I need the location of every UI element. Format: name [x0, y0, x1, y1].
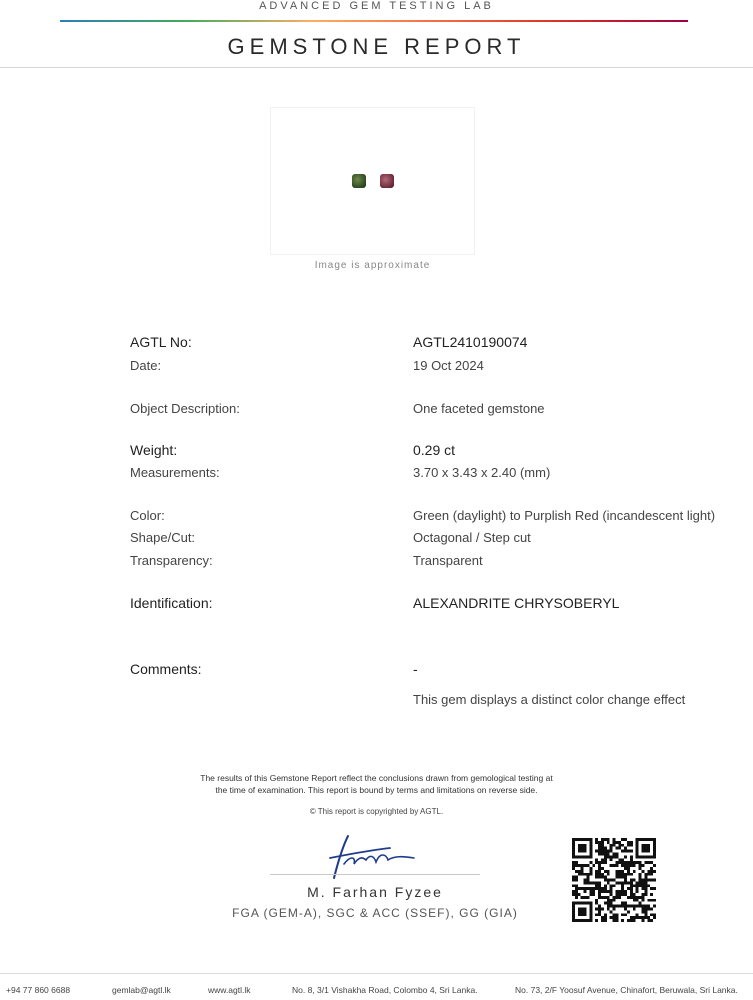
field-value: - — [413, 661, 418, 677]
field-label: Measurements: — [130, 465, 220, 480]
footer-address-colombo: No. 8, 3/1 Vishakha Road, Colombo 4, Sri Lanka. — [292, 985, 478, 995]
comment-note: This gem displays a distinct color change effect — [413, 692, 686, 707]
field-label: Object Description: — [130, 401, 240, 416]
field-value: ALEXANDRITE CHRYSOBERYL — [413, 595, 620, 611]
field-value: One faceted gemstone — [413, 401, 545, 416]
disclaimer-line: The results of this Gemstone Report reflect the conclusions drawn from gemological testing at — [200, 773, 553, 783]
lab-name: ADVANCED GEM TESTING LAB — [259, 0, 494, 12]
disclaimer — [0, 772, 753, 796]
field-label: Comments: — [130, 661, 202, 677]
field-label: Identification: — [130, 595, 213, 611]
footer-divider — [0, 973, 753, 974]
footer-address-beruwala: No. 73, 2/F Yoosuf Avenue, Chinafort, Beruwala, Sri Lanka. — [515, 985, 738, 995]
footer-website[interactable]: www.agtl.lk — [208, 985, 251, 995]
field-label: Weight: — [130, 442, 178, 458]
footer-phone: +94 77 860 6688 — [6, 985, 71, 995]
field-label: Color: — [130, 508, 165, 523]
signatory-credentials: FGA (GEM-A), SGC & ACC (SSEF), GG (GIA) — [232, 906, 518, 920]
gem-daylight-image — [352, 174, 366, 188]
signatory-name: M. Farhan Fyzee — [307, 884, 443, 900]
qr-code — [572, 838, 656, 922]
copyright-notice: © This report is copyrighted by AGTL. — [309, 807, 444, 816]
gemstone-photo — [270, 107, 475, 255]
header-color-bar — [60, 20, 688, 22]
field-value: Octagonal / Step cut — [413, 530, 531, 545]
disclaimer-line: the time of examination. This report is bound by terms and limitations on reverse side. — [215, 785, 538, 795]
field-label: Date: — [130, 358, 162, 373]
header-divider — [0, 67, 753, 68]
field-value: 0.29 ct — [413, 442, 456, 458]
signature-line — [270, 874, 480, 875]
gem-incandescent-image — [380, 174, 394, 188]
field-label: AGTL No: — [130, 334, 192, 350]
field-value: AGTL2410190074 — [413, 334, 528, 350]
footer-email[interactable]: gemlab@agtl.lk — [112, 985, 171, 995]
report-title: GEMSTONE REPORT — [227, 34, 526, 59]
field-value: 3.70 x 3.43 x 2.40 (mm) — [413, 465, 551, 480]
field-value: Green (daylight) to Purplish Red (incandescent light) — [413, 508, 716, 523]
field-value: 19 Oct 2024 — [413, 358, 484, 373]
field-label: Transparency: — [130, 553, 213, 568]
image-caption: Image is approximate — [314, 260, 431, 271]
field-value: Transparent — [413, 553, 483, 568]
field-label: Shape/Cut: — [130, 530, 196, 545]
